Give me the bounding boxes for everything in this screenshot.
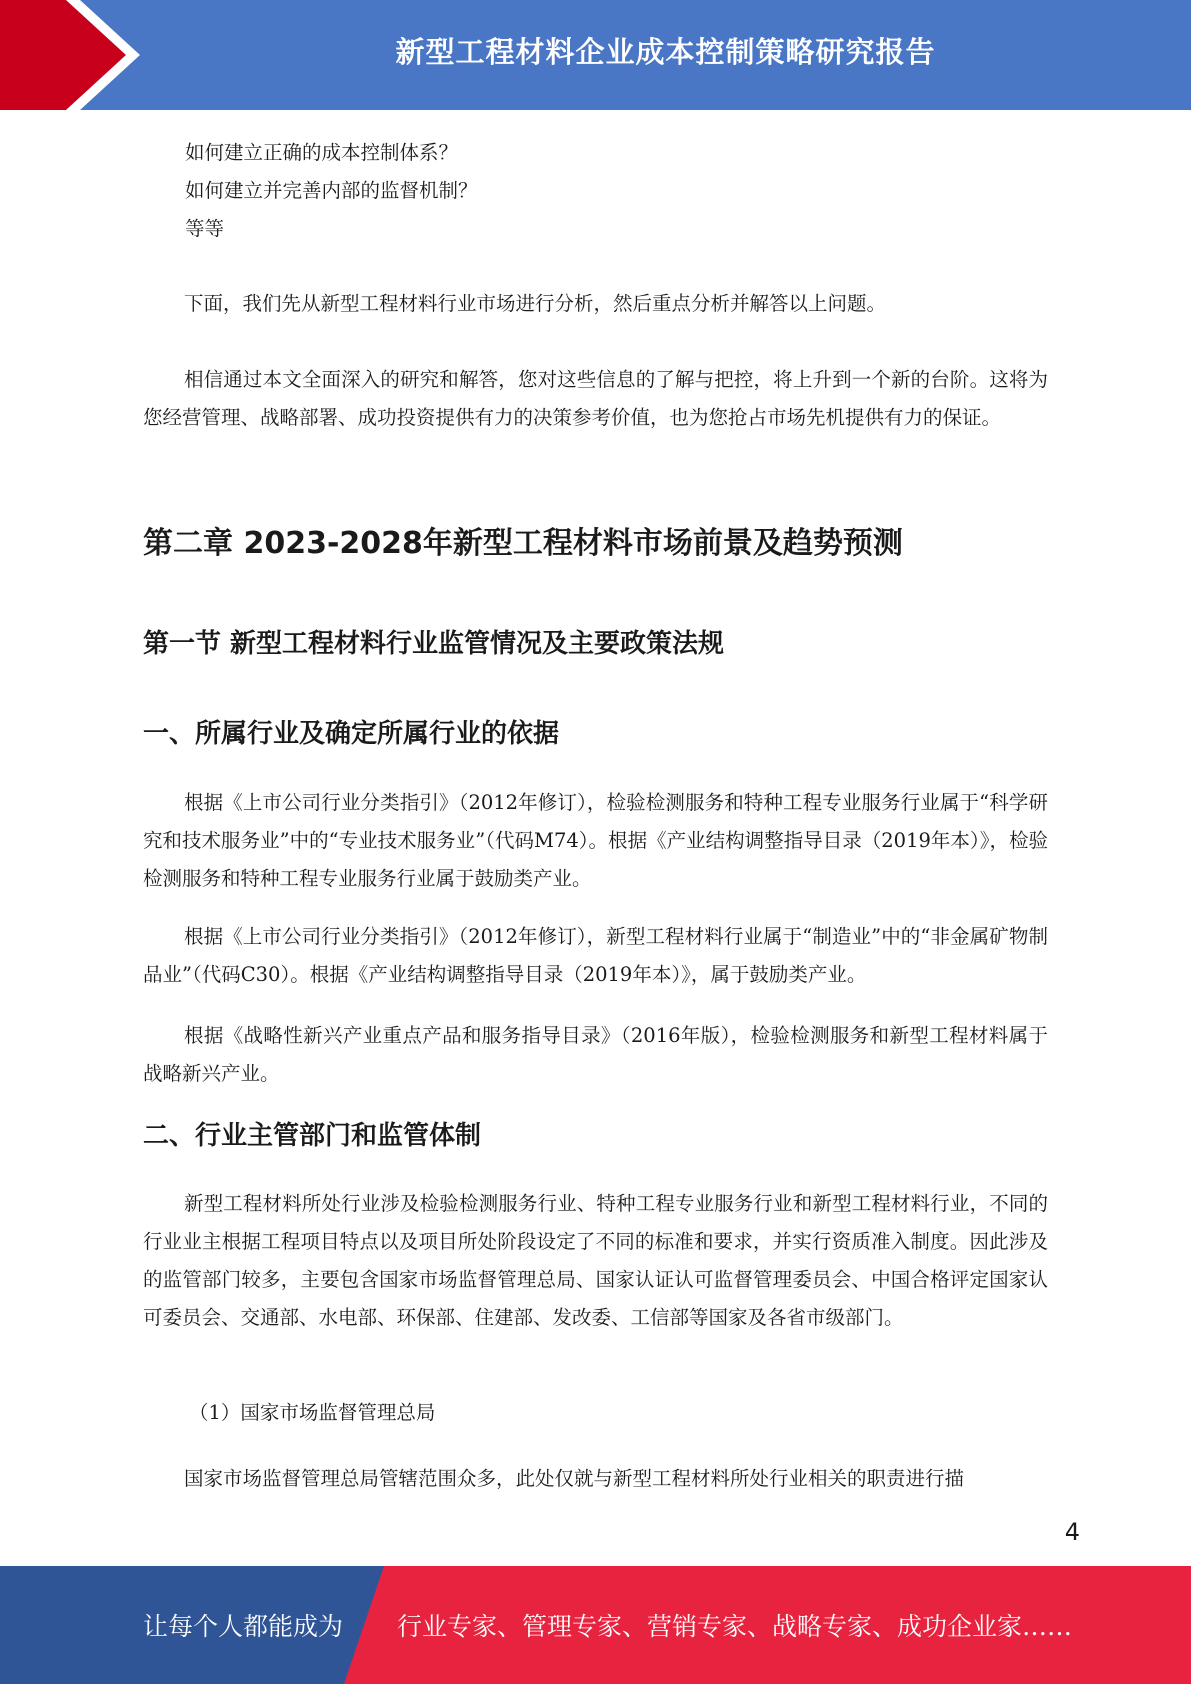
paragraph-classification-3: 根据《战略性新兴产业重点产品和服务指导目录》（2016年版），检验检测服务和新型工程材料属于战略新兴产业。: [143, 1024, 1048, 1085]
question-line-3: 等等: [185, 217, 225, 240]
page-number: 4: [1064, 1518, 1080, 1546]
subsection-heading-2: 二、行业主管部门和监管体制: [143, 1121, 482, 1151]
section-heading: 第一节 新型工程材料行业监管情况及主要政策法规: [143, 629, 725, 659]
question-line-2: 如何建立并完善内部的监督机制？: [185, 179, 478, 202]
list-item-samr: （1）国家市场监督管理总局: [189, 1401, 436, 1424]
footer-slogan-right: 行业专家、管理专家、营销专家、战略专家、成功企业家……: [397, 1612, 1073, 1641]
page-header: [0, 0, 1191, 110]
paragraph-trust: 相信通过本文全面深入的研究和解答，您对这些信息的了解与把控，将上升到一个新的台阶。这将为您经营管理、战略部署、成功投资提供有力的决策参考价值，也为您抢占市场先机提供有力的保证。: [143, 368, 1048, 429]
footer-slogan-left: 让每个人都能成为: [143, 1612, 344, 1641]
paragraph-intro: 下面，我们先从新型工程材料行业市场进行分析，然后重点分析并解答以上问题。: [184, 292, 887, 315]
chapter-heading: 第二章 2023-2028年新型工程材料市场前景及趋势预测: [143, 526, 903, 561]
paragraph-samr: 国家市场监督管理总局管辖范围众多，此处仅就与新型工程材料所处行业相关的职责进行描: [184, 1467, 965, 1490]
question-line-1: 如何建立正确的成本控制体系？: [185, 141, 459, 164]
paragraph-classification-2: 根据《上市公司行业分类指引》（2012年修订），新型工程材料行业属于“制造业”中的“非金属矿物制品业”（代码C30）。根据《产业结构调整指导目录（2019年本）》，属于鼓励类产业。: [143, 925, 1048, 986]
subsection-heading-1: 一、所属行业及确定所属行业的依据: [143, 719, 560, 749]
paragraph-classification-1: 根据《上市公司行业分类指引》（2012年修订），检验检测服务和特种工程专业服务行业属于“科学研究和技术服务业”中的“专业技术服务业”（代码M74）。根据《产业结构调整指导目录（2019年本）》，检验检测服务和特种工程专业服务行业属于鼓励类产业。: [143, 791, 1048, 890]
report-title: 新型工程材料企业成本控制策略研究报告: [395, 34, 936, 69]
page-footer: [0, 1566, 1191, 1684]
paragraph-regulators: 新型工程材料所处行业涉及检验检测服务行业、特种工程专业服务行业和新型工程材料行业，不同的行业业主根据工程项目特点以及项目所处阶段设定了不同的标准和要求，并实行资质准入制度。因此涉及的监管部门较多，主要包含国家市场监督管理总局、国家认证认可监督管理委员会、中国合格评定国家认可委员会、交通部、水电部、环保部、住建部、发改委、工信部等国家及各省市级部门。: [143, 1192, 1048, 1329]
